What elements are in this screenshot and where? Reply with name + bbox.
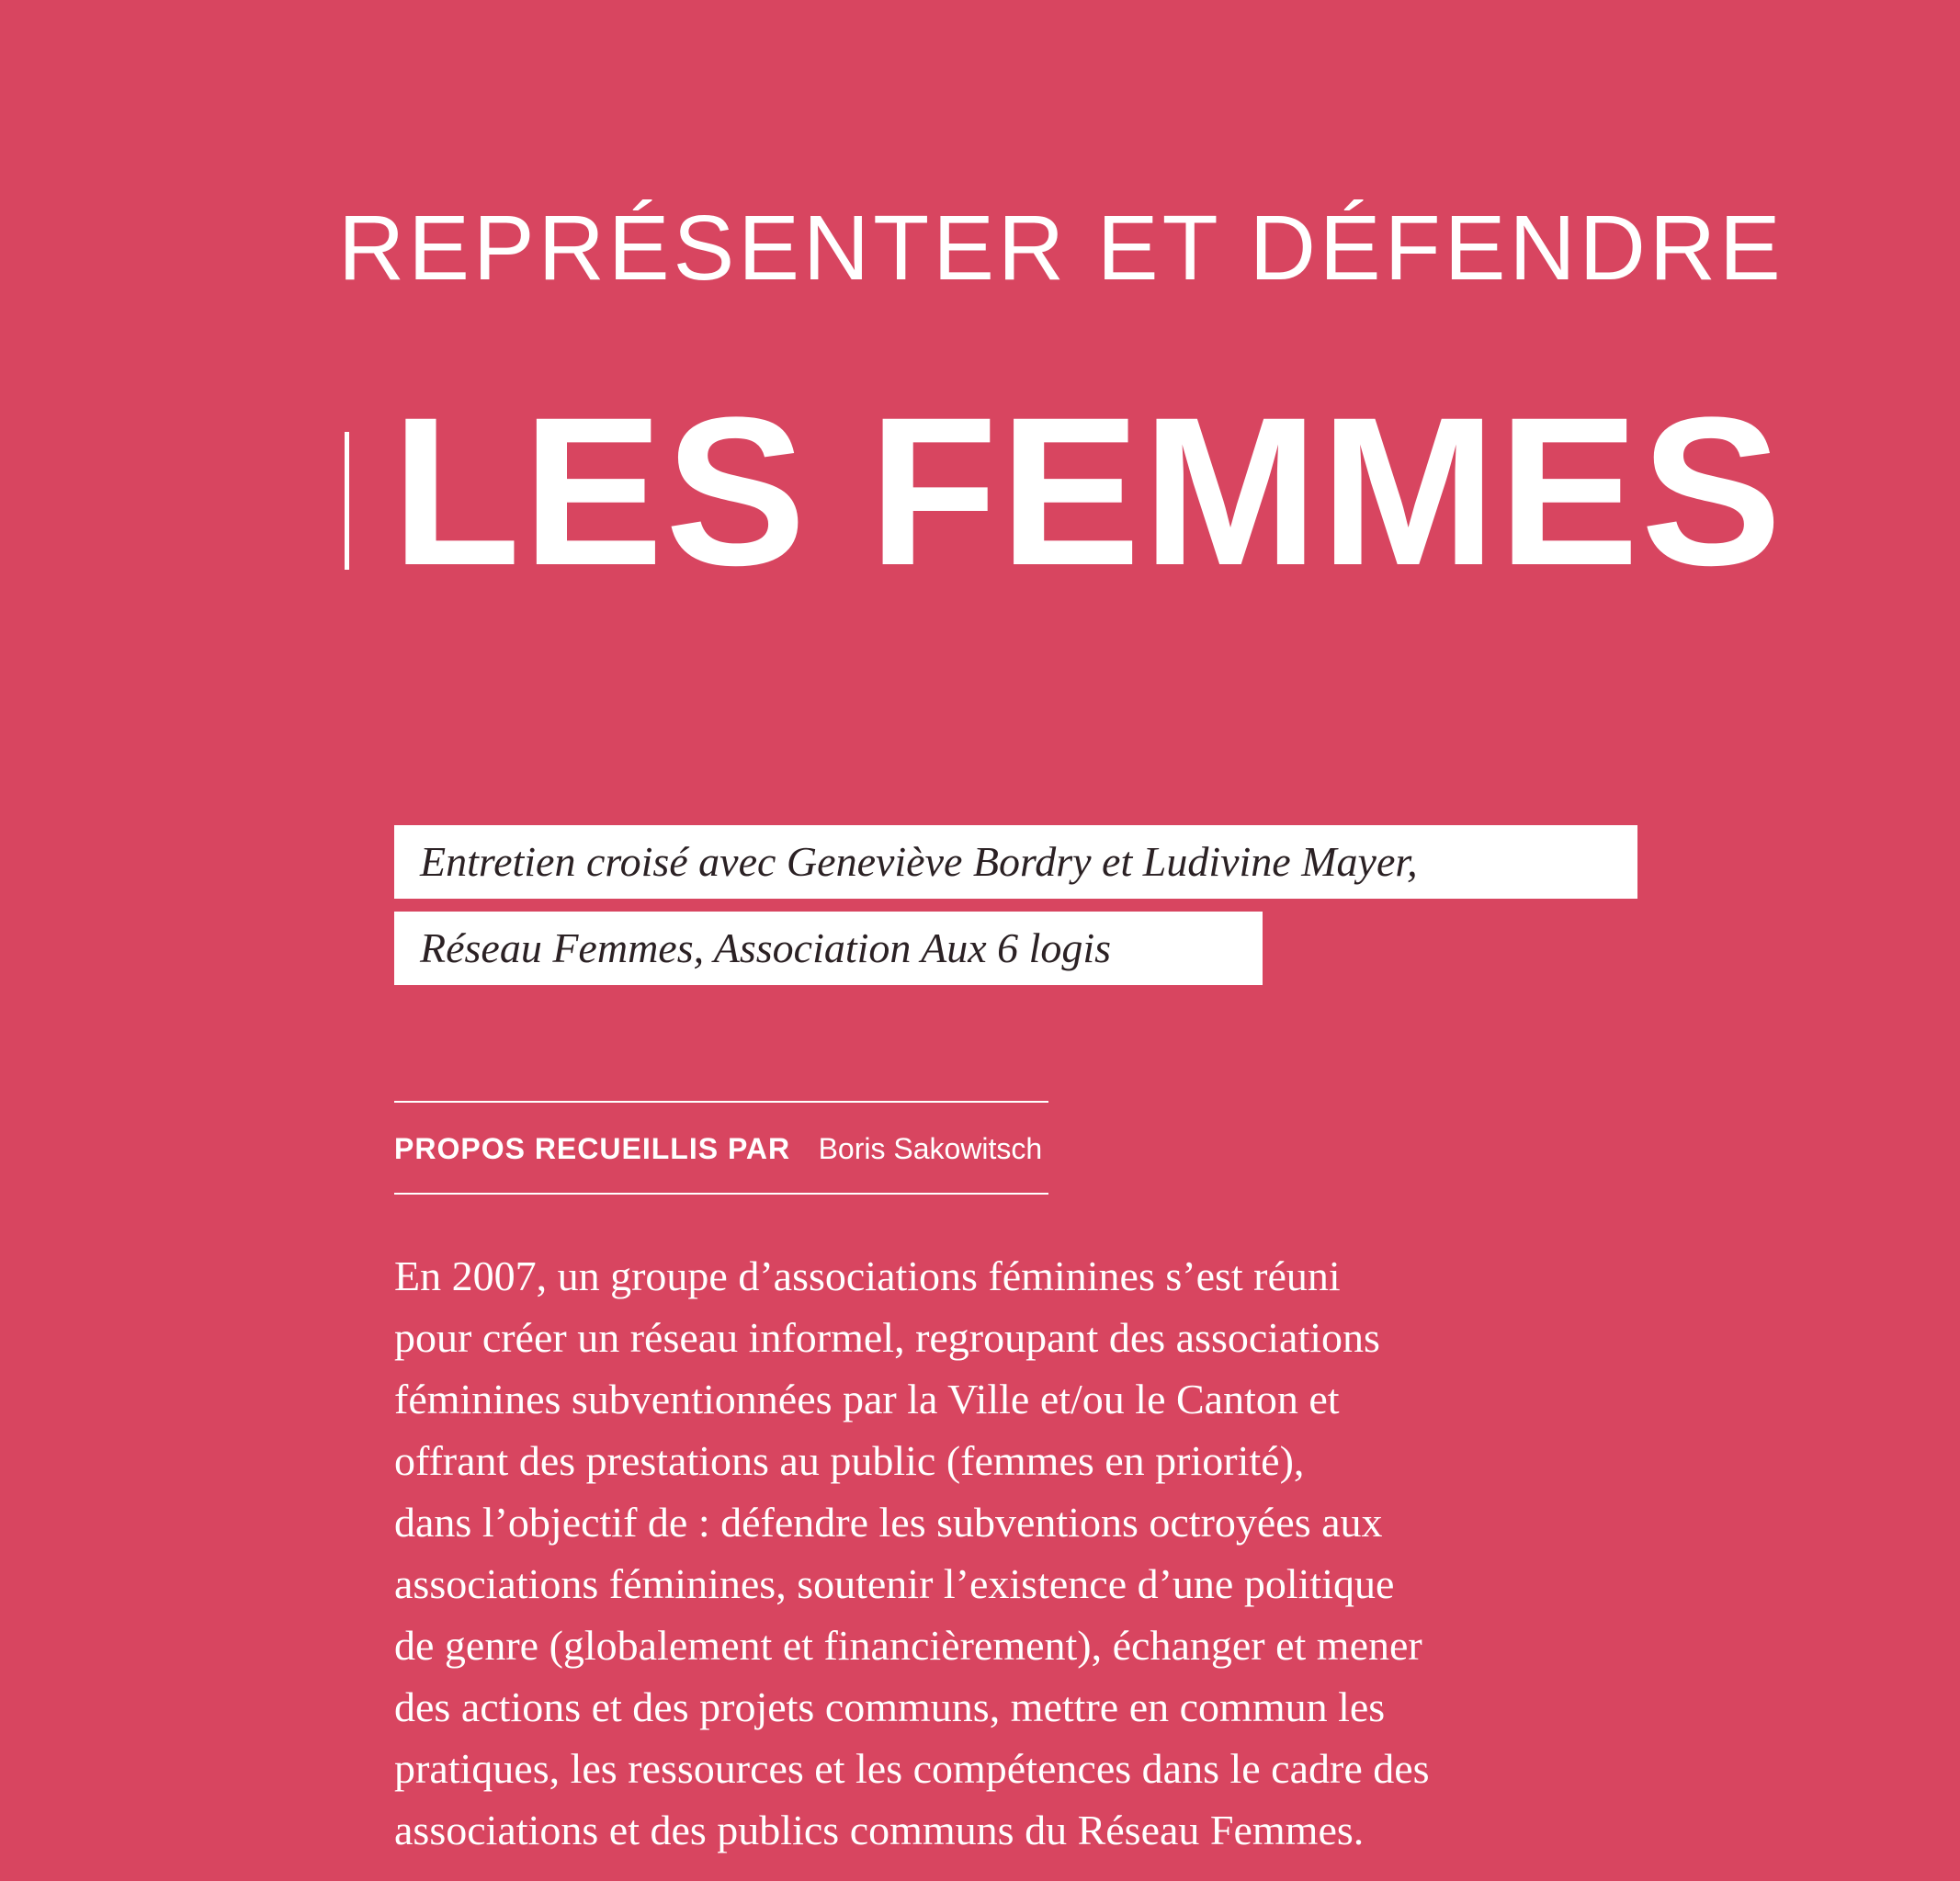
- credit-rule-bottom: [394, 1193, 1048, 1195]
- body-line: associations et des publics communs du Réseau Femmes.: [394, 1807, 1365, 1853]
- credit-line: [394, 1128, 1042, 1169]
- credit-author: Boris Sakowitsch: [818, 1132, 1043, 1165]
- body-line: des actions et des projets communs, mettre en commun les: [394, 1683, 1386, 1730]
- headline-bar: [345, 432, 349, 570]
- body-line: de genre (globalement et financièrement), échanger et mener: [394, 1622, 1422, 1669]
- body-line: pratiques, les ressources et les compétences dans le cadre des: [394, 1745, 1430, 1792]
- credit-label: PROPOS RECUEILLIS PAR: [394, 1132, 791, 1165]
- intro-paragraph: [394, 1245, 1644, 1861]
- body-line: En 2007, un groupe d’associations féminines s’est réuni: [394, 1252, 1341, 1299]
- body-line: dans l’objectif de : défendre les subventions octroyées aux: [394, 1499, 1383, 1546]
- kicker-title: REPRÉSENTER ET DÉFENDRE: [338, 197, 1784, 300]
- body-line: féminines subventionnées par la Ville et/ou le Canton et: [394, 1376, 1340, 1422]
- body-line: associations féminines, soutenir l’existence d’une politique: [394, 1560, 1395, 1607]
- body-line: offrant des prestations au public (femmes en priorité),: [394, 1437, 1305, 1484]
- subtitle-line-2: Réseau Femmes, Association Aux 6 logis: [394, 912, 1263, 985]
- headline-title: LES FEMMES: [391, 373, 1784, 609]
- subtitle-line-1: Entretien croisé avec Geneviève Bordry et Ludivine Mayer,: [394, 825, 1637, 899]
- credit-rule-top: [394, 1101, 1048, 1103]
- body-line: pour créer un réseau informel, regroupant des associations: [394, 1314, 1380, 1361]
